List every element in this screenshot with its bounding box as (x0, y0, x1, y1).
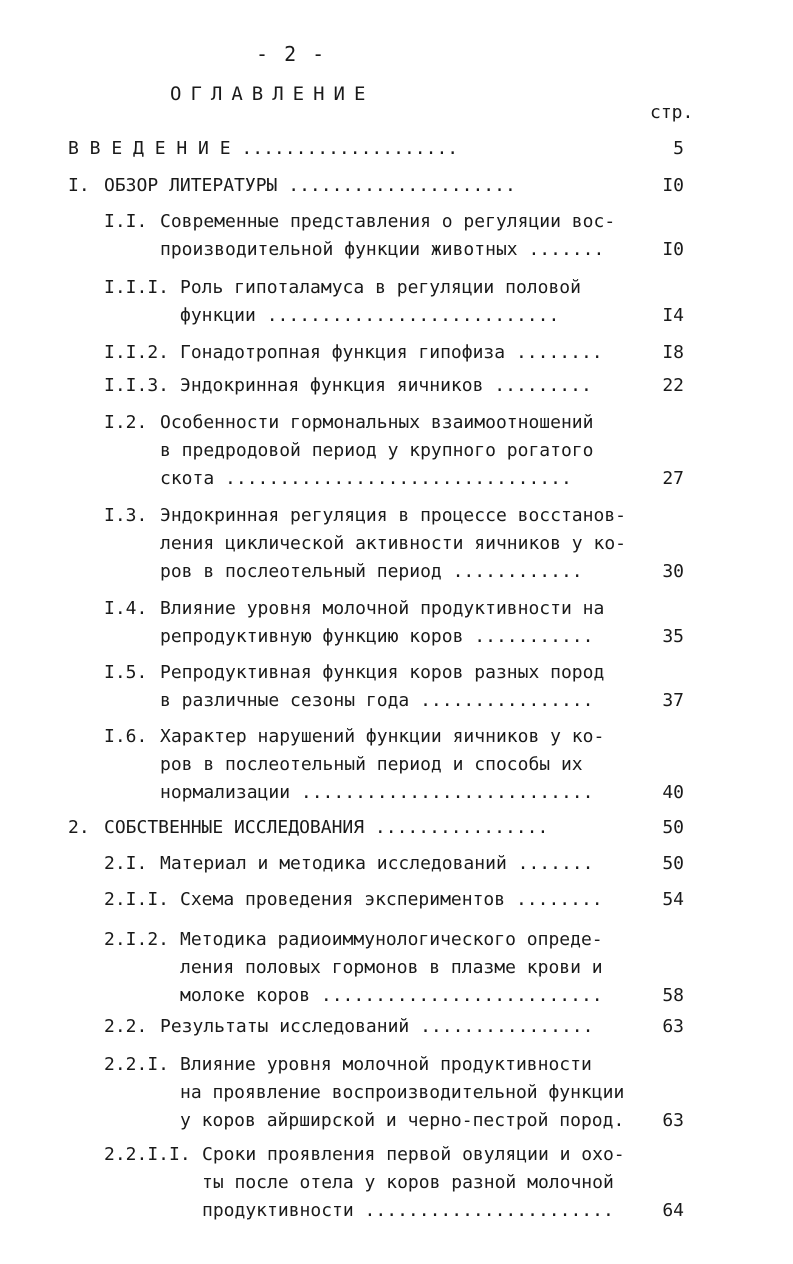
entry-page-number: 58 (662, 985, 684, 1006)
entry-text-line: Результаты исследований ................ (160, 1016, 594, 1037)
entry-page-number: I0 (662, 175, 684, 196)
entry-text-line: Влияние уровня молочной продуктивности (180, 1054, 592, 1075)
entry-text-line: функции ........................... (180, 305, 560, 326)
entry-text-line: Репродуктивная функция коров разных пород (160, 662, 605, 683)
entry-page-number: 22 (662, 375, 684, 396)
entry-page-number: 63 (662, 1110, 684, 1131)
entry-text-line: Эндокринная функция яичников ......... (180, 375, 592, 396)
entry-text-line: нормализации ........................... (160, 782, 594, 803)
entry-text-line: Влияние уровня молочной продуктивности на (160, 598, 605, 619)
entry-text-line: Характер нарушений функции яичников у ко- (160, 726, 605, 747)
entry-text-line: Современные представления о регуляции вос- (160, 211, 616, 232)
entry-page-number: 30 (662, 561, 684, 582)
entry-page-number: 50 (662, 853, 684, 874)
entry-text-line: Роль гипоталамуса в регуляции половой (180, 277, 581, 298)
entry-page-number: 27 (662, 468, 684, 489)
entry-text-line: В В Е Д Е Н И Е .................... (68, 138, 459, 159)
entry-number: I.6. (104, 726, 148, 747)
entry-number: 2.2. (104, 1016, 148, 1037)
entry-page-number: 37 (662, 690, 684, 711)
entry-text-line: Особенности гормональных взаимоотношений (160, 412, 594, 433)
entry-page-number: 63 (662, 1016, 684, 1037)
entry-text-line: Эндокринная регуляция в процессе восстанов- (160, 505, 626, 526)
page-column-label: стр. (650, 102, 694, 123)
entry-number: I.2. (104, 412, 148, 433)
entry-text-line: у коров айрширской и черно-пестрой пород. (180, 1110, 625, 1131)
entry-page-number: 35 (662, 626, 684, 647)
entry-page-number: I0 (662, 239, 684, 260)
entry-text-line: репродуктивную функцию коров ........... (160, 626, 594, 647)
entry-page-number: 50 (662, 817, 684, 838)
entry-page-number: 40 (662, 782, 684, 803)
entry-text-line: ления циклической активности яичников у ко- (160, 533, 626, 554)
entry-number: I.5. (104, 662, 148, 683)
entry-text-line: Методика радиоиммунологического опреде- (180, 929, 603, 950)
entry-text-line: ты после отела у коров разной молочной (202, 1172, 614, 1193)
entry-text-line: молоке коров .......................... (180, 985, 603, 1006)
entry-page-number: I8 (662, 342, 684, 363)
entry-number: 2.I. (104, 853, 148, 874)
entry-page-number: 5 (673, 138, 684, 159)
entry-number: I. (68, 175, 90, 196)
entry-page-number: 64 (662, 1200, 684, 1221)
entry-text-line: ОБЗОР ЛИТЕРАТУРЫ ..................... (104, 175, 516, 196)
entry-text-line: в различные сезоны года ................ (160, 690, 594, 711)
entry-page-number: 54 (662, 889, 684, 910)
page-number: - 2 - (256, 42, 327, 66)
entry-number: I.I. (104, 211, 148, 232)
entry-text-line: СОБСТВЕННЫЕ ИССЛЕДОВАНИЯ ................ (104, 817, 549, 838)
entry-text-line: в предродовой период у крупного рогатого (160, 440, 594, 461)
entry-number: I.I.2. (104, 342, 170, 363)
entry-text-line: Схема проведения экспериментов ........ (180, 889, 603, 910)
entry-text-line: ров в послеотельный период и способы их (160, 754, 583, 775)
entry-number: I.I.I. (104, 277, 170, 298)
page-title: ОГЛАВЛЕНИЕ (170, 83, 375, 105)
entry-number: I.I.3. (104, 375, 170, 396)
entry-text-line: продуктивности ....................... (202, 1200, 614, 1221)
entry-text-line: скота ................................ (160, 468, 572, 489)
entry-number: 2.I.I. (104, 889, 170, 910)
entry-text-line: производительной функции животных ....... (160, 239, 605, 260)
entry-text-line: Сроки проявления первой овуляции и охо- (202, 1144, 625, 1165)
entry-page-number: I4 (662, 305, 684, 326)
entry-number: I.3. (104, 505, 148, 526)
entry-text-line: ров в послеотельный период ............ (160, 561, 583, 582)
entry-text-line: Материал и методика исследований ....... (160, 853, 594, 874)
entry-number: 2. (68, 817, 90, 838)
entry-text-line: ления половых гормонов в плазме крови и (180, 957, 603, 978)
entry-number: 2.2.I.I. (104, 1144, 191, 1165)
entry-text-line: Гонадотропная функция гипофиза ........ (180, 342, 603, 363)
entry-number: 2.2.I. (104, 1054, 170, 1075)
entry-number: I.4. (104, 598, 148, 619)
entry-number: 2.I.2. (104, 929, 170, 950)
entry-text-line: на проявление воспроизводительной функции (180, 1082, 625, 1103)
